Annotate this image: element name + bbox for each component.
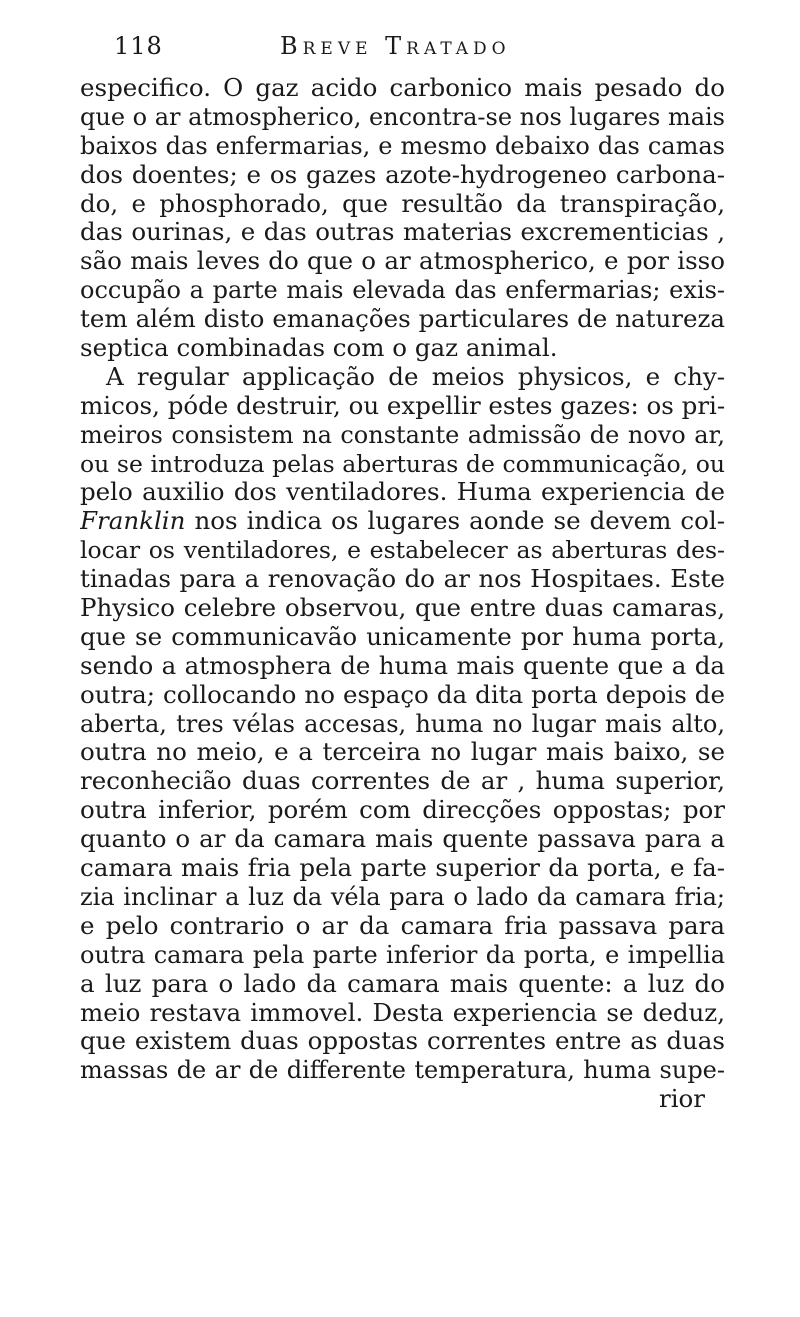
- text-line-with-name: [80, 507, 725, 536]
- catchword: rior: [658, 1085, 705, 1114]
- text-line: micos, póde destruir, ou expellir estes gazes: os pri-: [80, 391, 725, 420]
- text-line: outra camara pela parte inferior da porta, e impellia: [80, 940, 725, 969]
- text-line: ou se introduza pelas aberturas de communicação, ou: [80, 449, 725, 478]
- text-line: quanto o ar da camara mais quente passava para a: [80, 825, 725, 854]
- text-line: que o ar atmospherico, encontra-se nos lugares mais: [80, 102, 725, 131]
- text-line: que se communicavão unicamente por huma porta,: [80, 622, 725, 651]
- text-line: reconhecião duas correntes de ar , huma superior,: [80, 767, 725, 796]
- text-line: outra; collocando no espaço da dita porta depois de: [80, 680, 725, 709]
- text-line: do, e phosphorado, que resultão da transpiração,: [80, 189, 725, 218]
- text-line: septica combinadas com o gaz animal.: [80, 334, 558, 363]
- text-line: tinadas para a renovação do ar nos Hospitaes. Este: [80, 565, 725, 594]
- text-line: baixos das enfermarias, e mesmo debaixo das camas: [80, 131, 725, 160]
- text-line: outra no meio, e a terceira no lugar mais baixo, se: [80, 738, 725, 767]
- text-line: que existem duas oppostas correntes entre as duas: [80, 1027, 725, 1056]
- page-number: 118: [114, 32, 163, 60]
- text-line: dos doentes; e os gazes azote-hydrogeneo carbona-: [80, 160, 725, 189]
- italic-name: Franklin: [80, 507, 186, 536]
- text-line: a luz para o lado da camara mais quente: a luz do: [80, 969, 725, 998]
- text-line: camara mais fria pela parte superior da porta, e fa-: [80, 854, 725, 883]
- text-line: A regular applicação de meios physicos, e chy-: [106, 362, 725, 391]
- text-line: outra inferior, porém com direcções oppostas; por: [80, 796, 725, 825]
- text-line: Physico celebre observou, que entre duas camaras,: [80, 594, 725, 623]
- text-line-rest: nos indica os lugares aonde se devem col-: [194, 507, 725, 536]
- text-line: zia inclinar a luz da véla para o lado da camara fria;: [80, 882, 725, 911]
- text-line: locar os ventiladores, e estabelecer as aberturas des-: [80, 536, 725, 565]
- text-line: tem além disto emanações particulares de natureza: [80, 305, 725, 334]
- body-text: [80, 74, 725, 1114]
- text-line: sendo a atmosphera de huma mais quente que a da: [80, 651, 725, 680]
- text-line: aberta, tres vélas accesas, huma no lugar mais alto,: [80, 709, 725, 738]
- text-line: massas de ar de differente temperatura, huma supe-: [80, 1056, 725, 1085]
- text-line: pelo auxilio dos ventiladores. Huma experiencia de: [80, 478, 725, 507]
- running-head: [80, 28, 725, 68]
- running-title: Breve Tratado: [280, 32, 511, 60]
- text-line: especifico. O gaz acido carbonico mais pesado do: [80, 74, 725, 102]
- text-line: das ourinas, e das outras materias excrementicias ,: [80, 218, 725, 247]
- text-line: são mais leves do que o ar atmospherico, e por isso: [80, 247, 725, 276]
- text-line: meiros consistem na constante admissão de novo ar,: [80, 420, 725, 449]
- text-line: e pelo contrario o ar da camara fria passava para: [80, 911, 725, 940]
- text-line: meio restava immovel. Desta experiencia se deduz,: [80, 998, 725, 1027]
- text-line: occupão a parte mais elevada das enfermarias; exis-: [80, 276, 725, 305]
- book-page: [80, 28, 725, 1114]
